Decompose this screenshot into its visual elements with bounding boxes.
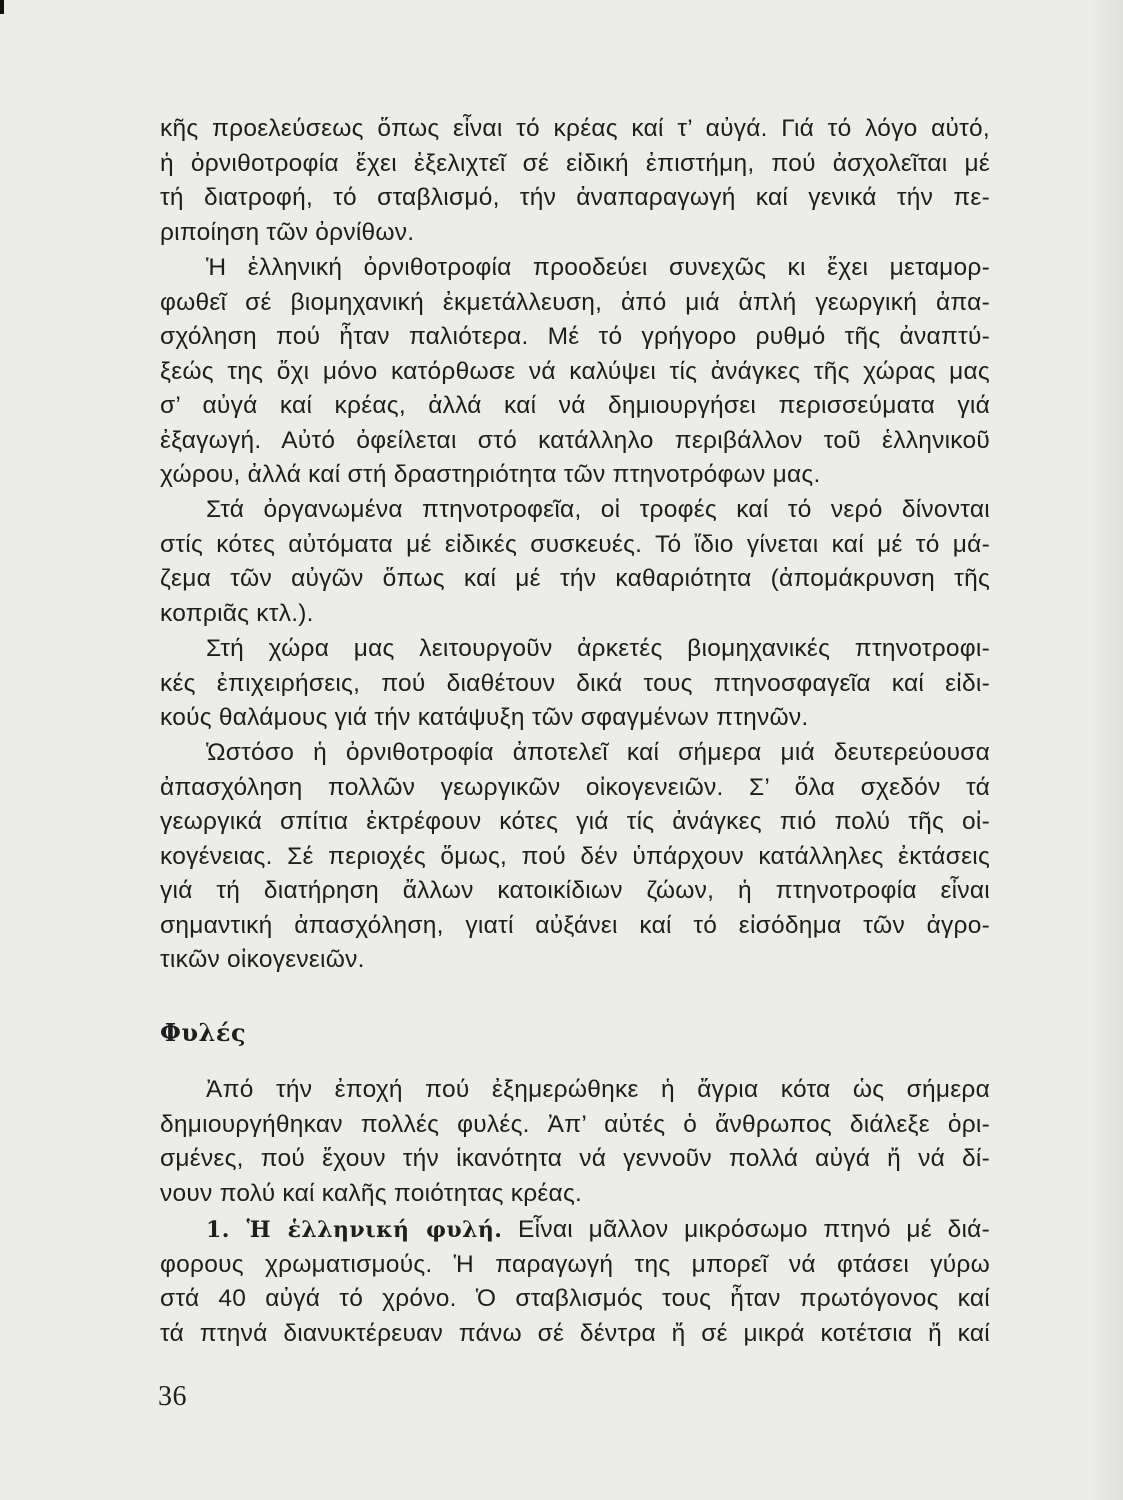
text-line: στά 40 αὐγά τό χρόνο. Ὁ σταβλισμός τους ἦταν πρωτόγονος καί <box>160 1285 990 1312</box>
text-line: Στά ὀργανωμένα πτηνοτροφεῖα, οἱ τροφές καί τό νερό δίνονται <box>206 496 990 523</box>
paragraph-greek-breed <box>160 1213 990 1351</box>
text-line: κούς θαλάμους γιά τήν κατάψυξη τῶν σφαγμένων πτηνῶν. <box>160 704 809 731</box>
text-line: ξεώς της ὄχι μόνο κατόρθωσε νά καλύψει τίς ἀνάγκες τῆς χώρας μας <box>160 357 990 385</box>
text-line: ἡ ὀρνιθοτροφία ἔχει ἐξελιχτεῖ σέ εἰδική ἐπιστήμη, πού ἀσχολεῖται μέ <box>160 149 990 177</box>
text-line: ζεμα τῶν αὐγῶν ὅπως καί μέ τήν καθαριότητα (ἀπομάκρυνση τῆς <box>160 565 990 592</box>
paragraph-continuation <box>160 112 990 250</box>
text-line: Στή χώρα μας λειτουργοῦν ἀρκετές βιομηχανικές πτηνοτροφι- <box>206 635 990 662</box>
text-line: κογένειας. Σέ περιοχές ὅμως, πού δέν ὑπάρχουν κατάλληλες ἐκτάσεις <box>160 842 990 870</box>
text-line: Ὡστόσο ἡ ὀρνιθοτροφία ἀποτελεῖ καί σήμερα μιά δευτερεύουσα <box>206 739 990 766</box>
text-line: κῆς προελεύσεως ὅπως εἶναι τό κρέας καί τ’ αὐγά. Γιά τό λόγο αὐτό, <box>160 115 990 142</box>
text-line: τά πτηνά διανυκτέρευαν πάνω σέ δέντρα ἤ σέ μικρά κοτέτσια ἤ καί <box>160 1319 990 1347</box>
text-line: φωθεῖ σέ βιομηχανική ἐκμετάλλευση, ἀπό μιά ἁπλή γεωργική ἀπα- <box>160 288 990 316</box>
text-line: φορους χρωματισμούς. Ἡ παραγωγή της μπορεῖ νά φτάσει γύρω <box>160 1250 990 1278</box>
text-line: δημιουργήθηκαν πολλές φυλές. Ἀπ’ αὐτές ὁ ἄνθρωπος διάλεξε ὁρι- <box>160 1110 990 1138</box>
text-line: ἐξαγωγή. Αὐτό ὀφείλεται στό κατάλληλο περιβάλλον τοῦ ἑλληνικοῦ <box>160 426 990 454</box>
text-line: κοπριᾶς κτλ.). <box>160 599 314 627</box>
text-line: νουν πολύ καί καλῆς ποιότητας κρέας. <box>160 1179 583 1207</box>
breed-title: 1. Ἡ ἑλληνική φυλή. <box>206 1217 503 1243</box>
section-heading: Φυλές <box>160 1018 247 1047</box>
text-line: σ’ αὐγά καί κρέας, ἀλλά καί νά δημιουργήσει περισσεύματα γιά <box>160 392 990 419</box>
text-line: σχόληση πού ἦταν παλιότερα. Μέ τό γρήγορο ρυθμό τῆς ἀναπτύ- <box>160 323 990 350</box>
text-line: χώρου, ἀλλά καί στή δραστηριότητα τῶν πτηνοτρόφων μας. <box>160 461 821 488</box>
text-line: ἀπασχόληση πολλῶν γεωργικῶν οἰκογενειῶν. Σ’ ὅλα σχεδόν τά <box>160 773 990 801</box>
text-line: κές ἐπιχειρήσεις, πού διαθέτουν δικά τους πτηνοσφαγεῖα καί εἰδι- <box>160 669 990 697</box>
text-line: Ἡ ἑλληνική ὀρνιθοτροφία προοδεύει συνεχῶς κι ἔχει μεταμορ- <box>206 254 990 281</box>
text-line: γεωργικά σπίτια ἐκτρέφουν κότες γιά τίς ἀνάγκες πιό πολύ τῆς οἰ- <box>160 808 990 835</box>
text-line <box>160 1213 990 1248</box>
text-line: τή διατροφή, τό σταβλισμό, τήν ἀναπαραγωγή καί γενικά τήν πε- <box>160 184 990 211</box>
paragraph-greek-poultry <box>160 251 990 493</box>
breed-first-line: Εἶναι μᾶλλον μικρόσωμο πτηνό μέ διά- <box>518 1216 991 1243</box>
paragraph-organized-farms <box>160 493 990 631</box>
text-line: τικῶν οἰκογενειῶν. <box>160 946 365 973</box>
text-line: Ἀπό τήν ἐποχή πού ἐξημερώθηκε ἡ ἄγρια κότα ὡς σήμερα <box>206 1076 990 1103</box>
text-line: γιά τή διατήρηση ἄλλων κατοικίδιων ζώων, ἡ πτηνοτροφία εἶναι <box>160 877 990 904</box>
page-edge-shadow <box>1087 0 1123 1500</box>
text-line: ριποίηση τῶν ὀρνίθων. <box>160 218 415 246</box>
scan-corner-mark <box>0 0 4 14</box>
page-number: 36 <box>158 1381 187 1412</box>
paragraph-breeds-intro <box>160 1073 990 1211</box>
text-line: σημαντική ἀπασχόληση, γιατί αὐξάνει καί τό εἰσόδημα τῶν ἀγρο- <box>160 911 990 939</box>
text-line: σμένες, πού ἔχουν τήν ἱκανότητα νά γεννοῦν πολλά αὐγά ἤ νά δί- <box>160 1145 990 1172</box>
paragraph-secondary-occupation <box>160 736 990 978</box>
paragraph-industrial-companies <box>160 632 990 736</box>
text-line: στίς κότες αὐτόματα μέ εἰδικές συσκευές. Τό ἴδιο γίνεται καί μέ τό μά- <box>160 530 990 558</box>
